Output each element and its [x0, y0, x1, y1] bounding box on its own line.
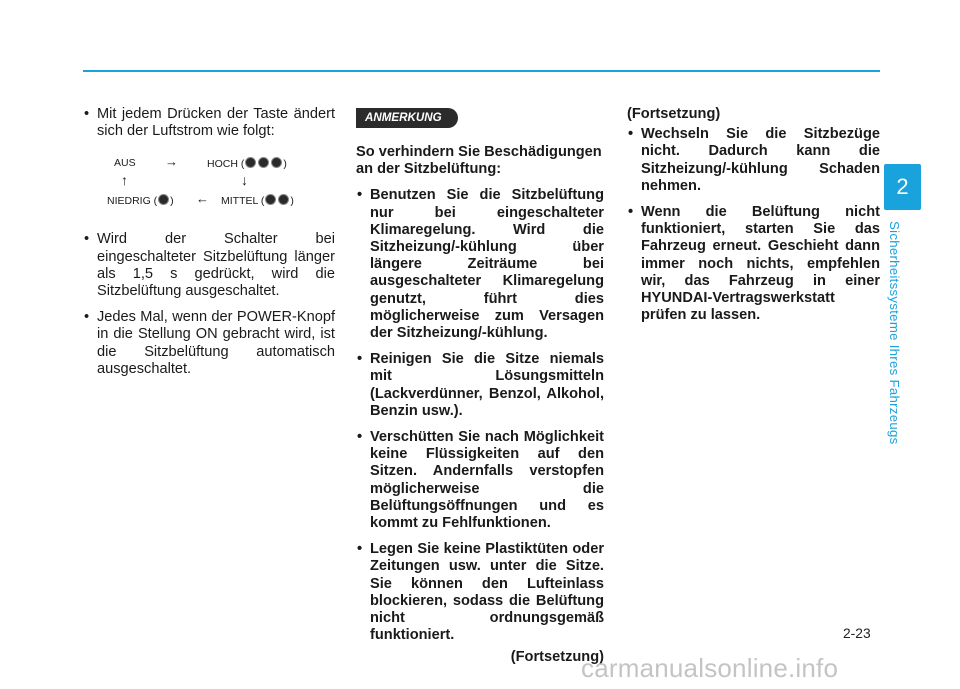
fan-level-icon — [271, 157, 282, 168]
note-intro: So verhindern Sie Beschädigungen an der Sitzbelüftung: — [356, 144, 602, 178]
right-column — [627, 106, 880, 333]
list-item: • Wird der Schalter bei eingeschalteter Sitzbelüftung länger als 1,5 s gedrückt, wird die Sitzbelüftung ausgeschaltet. — [83, 231, 335, 300]
arrow-up: ↑ — [121, 172, 128, 189]
list-item: • Jedes Mal, wenn der POWER-Knopf in die Stellung ON gebracht wird, ist die Sitzbelüftung automatisch ausgeschaltet. — [83, 309, 335, 378]
fan-level-icon — [265, 194, 276, 205]
list-item: • Reinigen Sie die Sitze niemals mit Lösungsmitteln (Lackverdünner, Benzol, Alkohol, Benzin usw.). — [356, 351, 604, 420]
fan-level-icon — [158, 194, 169, 205]
fan-level-icon — [258, 157, 269, 168]
note-badge: ANMERKUNG — [356, 108, 458, 128]
mittel-label — [221, 194, 294, 207]
continued-header: (Fortsetzung) — [627, 106, 721, 122]
chapter-number-tab: 2 — [884, 164, 921, 210]
list-item: • Mit jedem Drücken der Taste ändert sich der Luftstrom wie folgt: — [83, 106, 335, 140]
list-item: • Benutzen Sie die Sitzbelüftung nur bei eingeschalteter Klimaregelung. Wird die Sitzheizung/-kühlung über längere Zeiträume bei ausgeschalteter Klimaregelung genutzt, führt dies möglicherweise zum Versagen der Sitzheizung/-kühlung. — [356, 187, 604, 342]
niedrig-open: NIEDRIG ( — [107, 195, 158, 208]
left-column — [83, 106, 335, 387]
fan-level-icon — [245, 157, 256, 168]
list-item: • Legen Sie keine Plastiktüten oder Zeitungen usw. unter die Sitze. Sie können den Lufteinlass blockieren, sodass die Belüftung nicht ordnungsgemäß funktioniert. — [356, 541, 604, 644]
continued-label: (Fortsetzung) — [510, 649, 604, 666]
arrow-down: ↓ — [241, 172, 248, 189]
list-item: • Wechseln Sie die Sitzbezüge nicht. Dadurch kann die Sitzheizung/-kühlung Schaden nehmen. — [627, 126, 880, 195]
list-item: • Wenn die Belüftung nicht funktioniert, starten Sie das Fahrzeug erneut. Geschieht dann immer noch nichts, empfehlen wir, das Fahrzeug in einer HYUNDAI-Vertragswerkstatt prüfen zu lassen. — [627, 204, 880, 324]
fan-level-icon — [278, 194, 289, 205]
mittel-open: MITTEL ( — [221, 195, 265, 208]
hoch-label — [207, 157, 287, 170]
chapter-title: Sicherheitssysteme Ihres Fahrzeugs — [887, 221, 902, 445]
header-rule — [83, 70, 880, 72]
aus-label: AUS — [114, 157, 136, 170]
mittel-close: ) — [290, 195, 294, 208]
hoch-close: ) — [283, 158, 287, 171]
middle-column — [356, 106, 604, 667]
list-item: • Verschütten Sie nach Möglichkeit keine Flüssigkeiten auf den Sitzen. Andernfalls verstopfen möglicherweise die Belüftungsöffnungen und es kommt zu Fehlfunktionen. — [356, 429, 604, 532]
airflow-diagram — [83, 149, 335, 229]
niedrig-label — [107, 194, 174, 207]
niedrig-close: ) — [170, 195, 174, 208]
arrow-right: → — [165, 154, 178, 170]
hoch-open: HOCH ( — [207, 158, 245, 171]
page-number: 2-23 — [843, 626, 871, 641]
watermark: carmanualsonline.info — [581, 653, 839, 683]
arrow-left: ← — [196, 191, 209, 207]
